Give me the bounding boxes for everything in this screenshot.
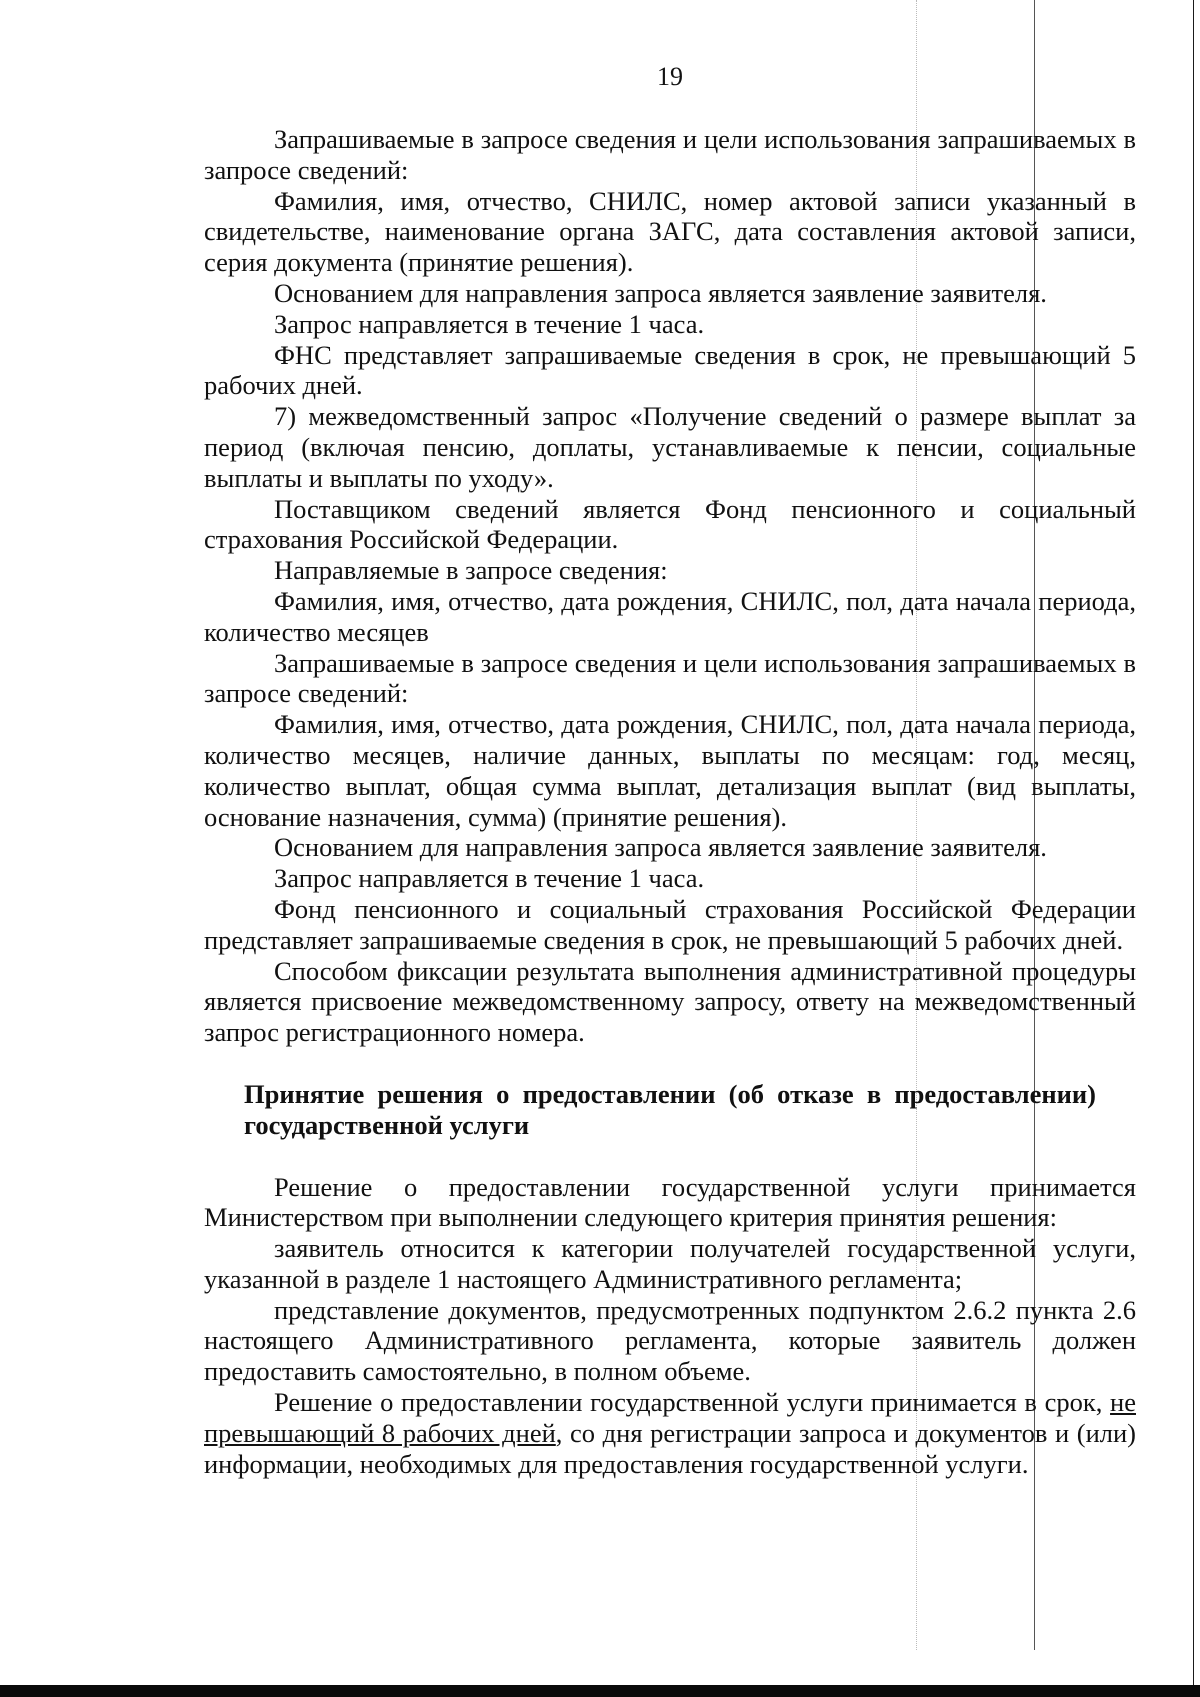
paragraph-requested-info-2: Запрашиваемые в запросе сведения и цели использования запрашиваемых в запросе сведений: <box>204 647 1136 709</box>
paragraph-documents-submission: представление документов, предусмотренных подпунктом 2.6.2 пункта 2.6 настоящего Административного регламента, которые заявитель должен предоставить самостоятельно, в полном объеме. <box>204 1294 1136 1387</box>
paragraph-interagency-request-7: 7) межведомственный запрос «Получение сведений о размере выплат за период (включая пенсию, доплаты, устанавливаемые к пенсии, социальные выплаты и выплаты по уходу». <box>204 401 1136 493</box>
paragraph-decision-deadline <box>204 1387 1136 1479</box>
scan-artifact-edge <box>1193 0 1194 1697</box>
paragraph-fund-deadline: Фонд пенсионного и социальный страхования Российской Федерации представляет запрашиваемые сведения в срок, не превышающий 5 рабочих дней. <box>204 893 1136 955</box>
paragraph-requested-fields-2: Фамилия, имя, отчество, дата рождения, СНИЛС, пол, дата начала периода, количество месяцев, наличие данных, выплаты по месяцам: год, месяц, количество выплат, общая сумма выплат, детализация выплат (вид выплаты, основание назначения, сумма) (принятие решения). <box>204 709 1136 832</box>
paragraph-decision-criteria: Решение о предоставлении государственной услуги принимается Министерством при выполнении следующего критерия принятия решения: <box>204 1171 1136 1233</box>
decision-deadline-underlined: не превышающий 8 рабочих дней <box>204 1387 1136 1448</box>
paragraph-request-timing-2: Запрос направляется в течение 1 часа. <box>274 863 705 894</box>
paragraph-supplier: Поставщиком сведений является Фонд пенсионного и социальный страхования Российской Федерации. <box>204 493 1136 555</box>
paragraph-fixation-method: Способом фиксации результата выполнения административной процедуры является присвоение межведомственному запросу, ответу на межведомственный запрос регистрационного номера. <box>204 955 1136 1048</box>
paragraph-requested-info: Запрашиваемые в запросе сведения и цели использования запрашиваемых в запросе сведений: <box>204 124 1136 185</box>
section-heading: Принятие решения о предоставлении (об отказе в предоставлении) государственной услуги <box>244 1078 1096 1140</box>
document-body <box>204 124 1136 1479</box>
paragraph-sent-info-label: Направляемые в запросе сведения: <box>274 555 668 586</box>
paragraph-sent-info-fields: Фамилия, имя, отчество, дата рождения, СНИЛС, пол, дата начала периода, количество месяцев <box>204 585 1136 647</box>
decision-deadline-text-start: Решение о предоставлении государственной услуги принимается в срок, <box>274 1387 1103 1418</box>
paragraph-requested-fields: Фамилия, имя, отчество, СНИЛС, номер актовой записи указанный в свидетельстве, наименование органа ЗАГС, дата составления актовой записи, серия документа (принятие решения). <box>204 185 1136 278</box>
paragraph-fns-deadline: ФНС представляет запрашиваемые сведения в срок, не превышающий 5 рабочих дней. <box>204 339 1136 401</box>
scan-bottom-border <box>0 1685 1200 1697</box>
paragraph-applicant-category: заявитель относится к категории получателей государственной услуги, указанной в разделе 1 настоящего Административного регламента; <box>204 1233 1136 1294</box>
decision-deadline-text-end: , со дня регистрации запроса и документов и (или) информации, необходимых для предоставления государственной услуги. <box>204 1417 1136 1479</box>
page-number: 19 <box>657 62 683 91</box>
paragraph-request-basis-2: Основанием для направления запроса является заявление заявителя. <box>274 832 1047 863</box>
paragraph-request-basis: Основанием для направления запроса является заявление заявителя. <box>274 277 1047 308</box>
paragraph-request-timing: Запрос направляется в течение 1 часа. <box>274 308 705 339</box>
